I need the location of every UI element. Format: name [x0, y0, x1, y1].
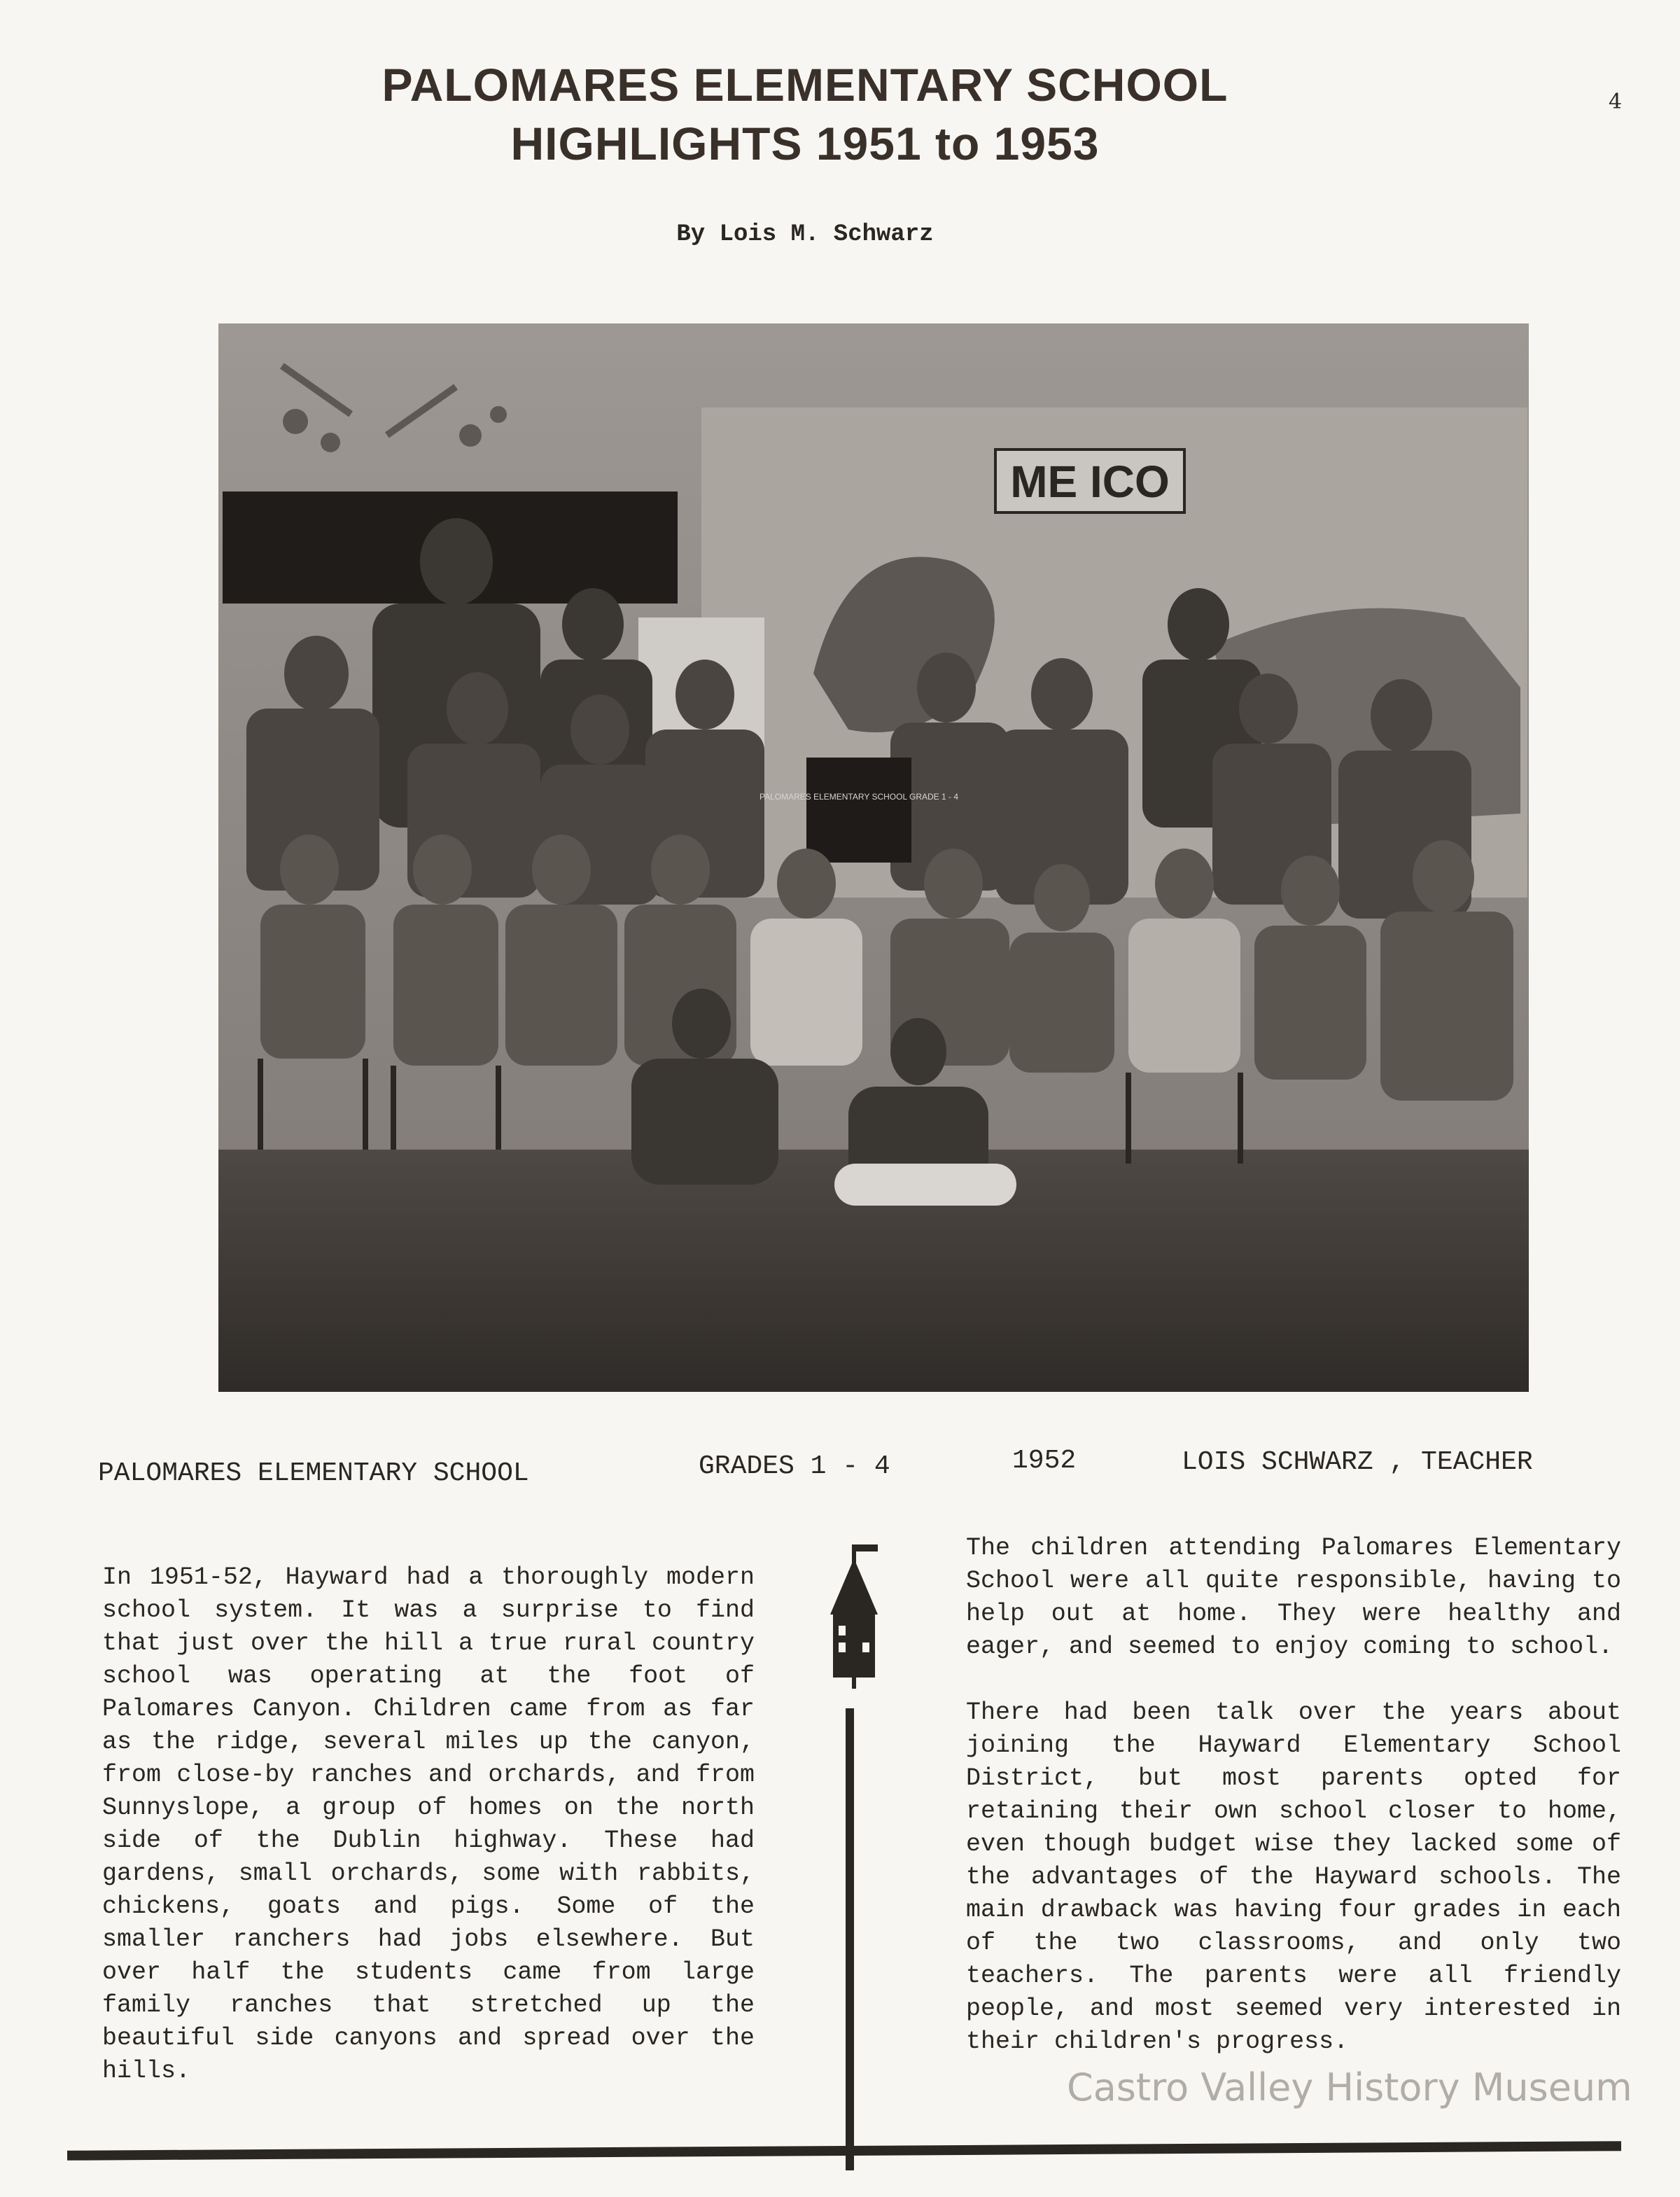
photo-caption: [0, 1444, 1680, 1486]
byline: By Lois M. Schwarz: [676, 221, 934, 248]
class-photo: [218, 323, 1529, 1392]
page-number: 4: [1609, 90, 1623, 114]
caption-year: 1952: [1012, 1446, 1077, 1476]
wall-banner: ME ICO: [1010, 456, 1170, 507]
caption-teacher: LOIS SCHWARZ , TEACHER: [1182, 1447, 1533, 1477]
museum-watermark: Castro Valley History Museum: [1067, 2065, 1632, 2109]
caption-grades: GRADES 1 - 4: [699, 1451, 890, 1481]
title-line-1: PALOMARES ELEMENTARY SCHOOL: [382, 59, 1228, 111]
caption-school: PALOMARES ELEMENTARY SCHOOL: [98, 1458, 529, 1488]
article-column-right: [966, 1532, 1621, 2058]
title-line-2: HIGHLIGHTS 1951 to 1953: [510, 118, 1100, 169]
bottom-rule: [67, 2141, 1621, 2161]
photo-sign: PALOMARES ELEMENTARY SCHOOL GRADE 1 - 4: [759, 792, 959, 802]
right-paragraph-1: The children attending Palomares Elementary School were all quite responsible, having to help out at home. They were healthy and eager, and seemed to enjoy coming to school.: [966, 1534, 1621, 1661]
left-paragraph: In 1951-52, Hayward had a thoroughly modern school system. It was a surprise to find that just over the hill a true rural country school was operating at the foot of Palomares Canyon. Children came from as far as the ridge, several miles up the canyon, from close-by ranches and orchards, and from Sunnyslope, a group of homes on the north side of the Dublin highway. These had gardens, small orchards, some with rabbits, chickens, goats and pigs. Some of the smaller ranchers had jobs elsewhere. But over half the students came from large family ranches that stretched up the beautiful side canyons and spread over the hills.: [102, 1563, 755, 2085]
article-column-left: [102, 1561, 755, 2088]
column-divider: [846, 1708, 854, 2170]
right-paragraph-2: There had been talk over the years about joining the Hayward Elementary School District, but most parents opted for retaining their own school closer to home, even though budget wise they lacked some of the advantages of the Hayward schools. The main drawback was having four grades in each of the two classrooms, and only two teachers. The parents were all friendly people, and most seemed very interested in their children's progress.: [966, 1699, 1621, 2056]
class-photo-image: [218, 323, 1529, 1392]
page-title: [0, 59, 1610, 169]
schoolhouse-flag-icon: [823, 1537, 879, 1689]
